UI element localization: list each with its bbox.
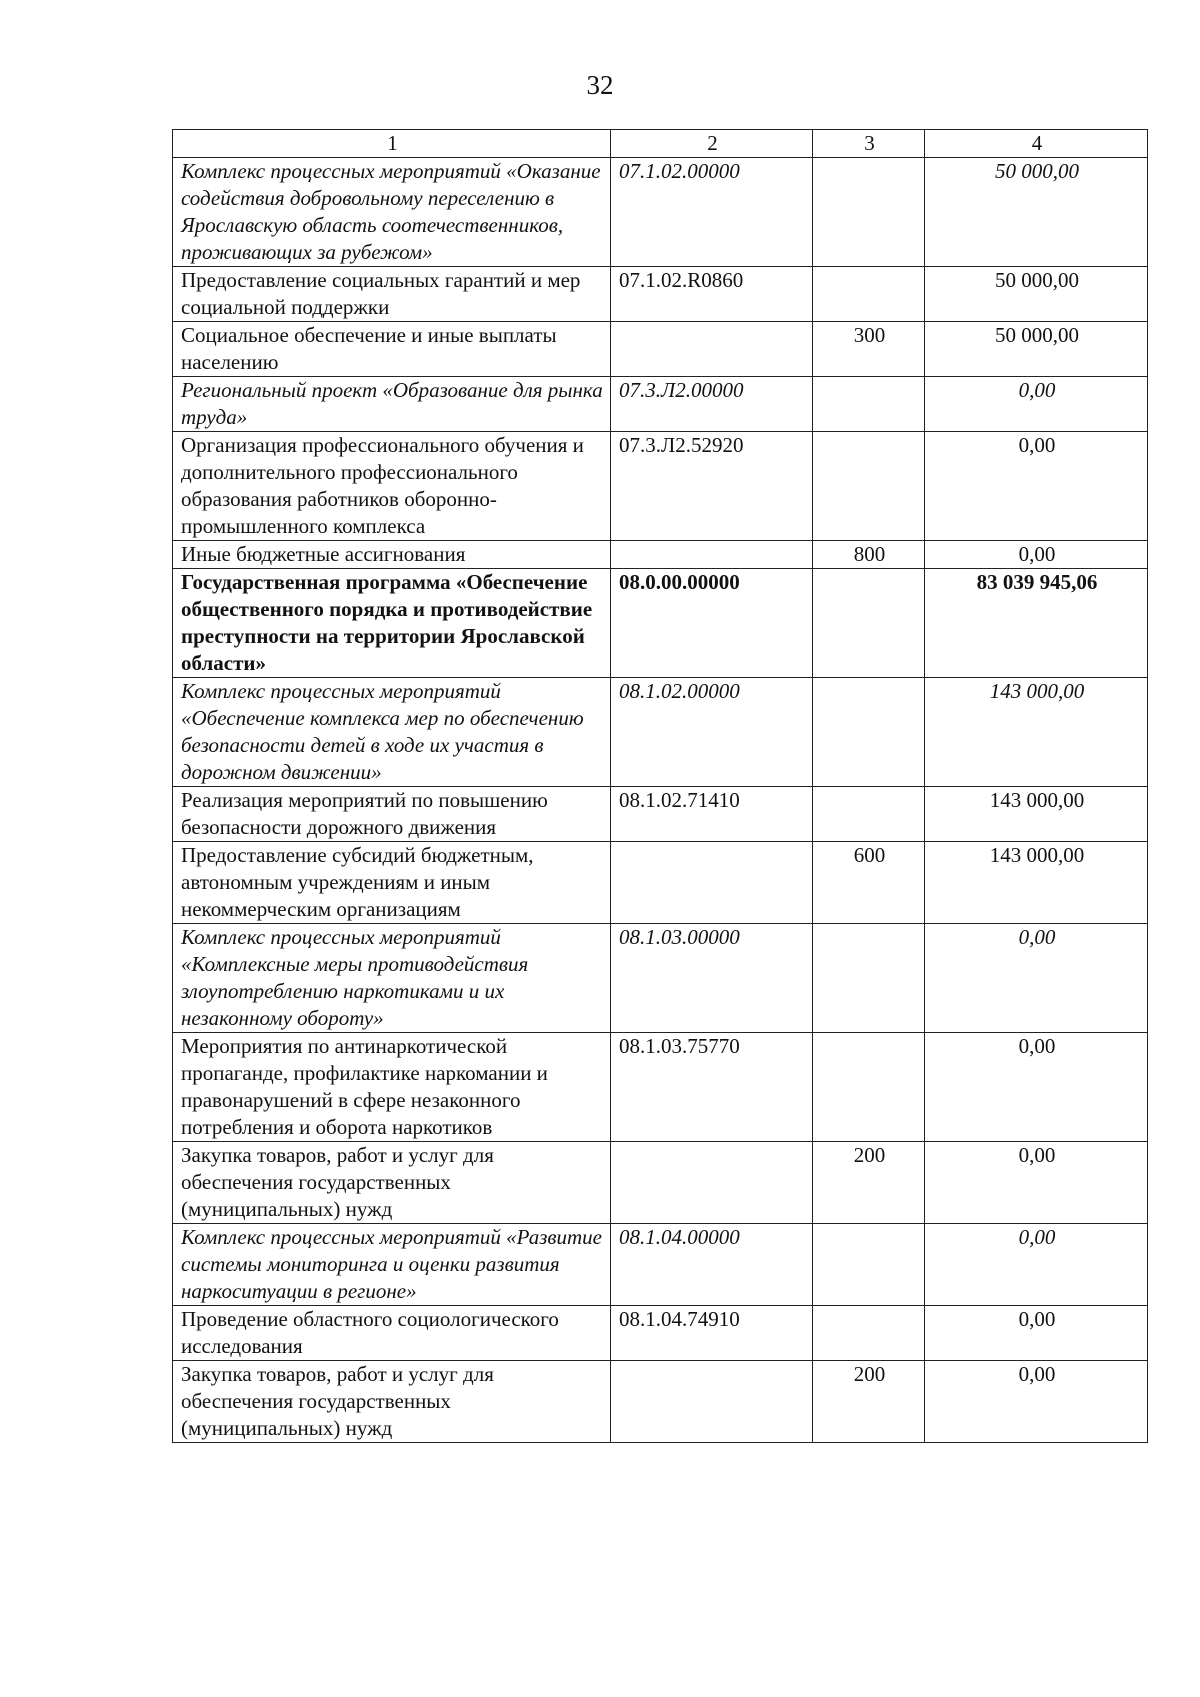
row-kvr-cell: 300: [813, 322, 925, 377]
row-name-cell: Предоставление социальных гарантий и мер социальной поддержки: [173, 267, 611, 322]
row-kvr-cell: [813, 1224, 925, 1306]
table-row: [173, 158, 1148, 267]
table-row: [173, 1224, 1148, 1306]
row-name-cell: Предоставление субсидий бюджетным, автономным учреждениям и иным некоммерческим организациям: [173, 842, 611, 924]
table-row: [173, 432, 1148, 541]
row-kvr-cell: [813, 569, 925, 678]
row-kvr-cell: [813, 267, 925, 322]
row-sum-cell: 0,00: [925, 1033, 1148, 1142]
row-code-cell: 07.1.02.00000: [611, 158, 813, 267]
row-kvr-cell: 800: [813, 541, 925, 569]
row-code-cell: 08.1.02.00000: [611, 678, 813, 787]
table-body: [173, 158, 1148, 1443]
row-code-cell: 07.3.Л2.52920: [611, 432, 813, 541]
row-kvr-cell: [813, 924, 925, 1033]
row-kvr-cell: [813, 377, 925, 432]
row-kvr-cell: [813, 1306, 925, 1361]
row-code-cell: 08.1.03.00000: [611, 924, 813, 1033]
row-sum-cell: 143 000,00: [925, 678, 1148, 787]
row-name-cell: Комплекс процессных мероприятий «Оказание содействия добровольному переселению в Ярославскую область соотечественников, проживающих за рубежом»: [173, 158, 611, 267]
row-sum-cell: 0,00: [925, 1224, 1148, 1306]
table-row: [173, 1142, 1148, 1224]
row-sum-cell: 0,00: [925, 1361, 1148, 1443]
column-header: 4: [925, 130, 1148, 158]
row-sum-cell: 0,00: [925, 1306, 1148, 1361]
row-code-cell: 07.1.02.R0860: [611, 267, 813, 322]
row-kvr-cell: [813, 1033, 925, 1142]
table-row: [173, 1361, 1148, 1443]
row-code-cell: 08.1.04.74910: [611, 1306, 813, 1361]
table-row: [173, 1033, 1148, 1142]
row-sum-cell: 0,00: [925, 1142, 1148, 1224]
row-code-cell: [611, 322, 813, 377]
column-header: 1: [173, 130, 611, 158]
table-row: [173, 678, 1148, 787]
row-name-cell: Иные бюджетные ассигнования: [173, 541, 611, 569]
row-kvr-cell: [813, 787, 925, 842]
row-sum-cell: 0,00: [925, 432, 1148, 541]
row-kvr-cell: 200: [813, 1142, 925, 1224]
row-code-cell: 08.1.02.71410: [611, 787, 813, 842]
table-row: [173, 322, 1148, 377]
row-kvr-cell: [813, 158, 925, 267]
row-name-cell: Закупка товаров, работ и услуг для обеспечения государственных (муниципальных) нужд: [173, 1142, 611, 1224]
row-code-cell: [611, 1142, 813, 1224]
row-sum-cell: 83 039 945,06: [925, 569, 1148, 678]
table-row: [173, 924, 1148, 1033]
row-sum-cell: 0,00: [925, 377, 1148, 432]
row-sum-cell: 50 000,00: [925, 267, 1148, 322]
page-number: 32: [586, 70, 614, 100]
row-sum-cell: 0,00: [925, 541, 1148, 569]
row-code-cell: 08.1.03.75770: [611, 1033, 813, 1142]
row-sum-cell: 143 000,00: [925, 842, 1148, 924]
table-row: [173, 267, 1148, 322]
table-row: [173, 1306, 1148, 1361]
table-row: [173, 569, 1148, 678]
row-name-cell: Комплекс процессных мероприятий «Развитие системы мониторинга и оценки развития наркоситуации в регионе»: [173, 1224, 611, 1306]
row-name-cell: Мероприятия по антинаркотической пропаганде, профилактике наркомании и правонарушений в сфере незаконного потребления и оборота наркотиков: [173, 1033, 611, 1142]
row-sum-cell: 0,00: [925, 924, 1148, 1033]
row-name-cell: Государственная программа «Обеспечение общественного порядка и противодействие преступности на территории Ярославской области»: [173, 569, 611, 678]
table-row: [173, 377, 1148, 432]
row-name-cell: Социальное обеспечение и иные выплаты населению: [173, 322, 611, 377]
row-name-cell: Проведение областного социологического исследования: [173, 1306, 611, 1361]
table-header-row: [173, 130, 1148, 158]
row-code-cell: [611, 1361, 813, 1443]
row-kvr-cell: 200: [813, 1361, 925, 1443]
row-name-cell: Региональный проект «Образование для рынка труда»: [173, 377, 611, 432]
row-name-cell: Организация профессионального обучения и дополнительного профессионального образования работников оборонно-промышленного комплекса: [173, 432, 611, 541]
row-sum-cell: 50 000,00: [925, 158, 1148, 267]
row-code-cell: [611, 842, 813, 924]
row-code-cell: 08.0.00.00000: [611, 569, 813, 678]
row-name-cell: Комплекс процессных мероприятий «Комплексные меры противодействия злоупотреблению наркотиками и их незаконному обороту»: [173, 924, 611, 1033]
row-kvr-cell: 600: [813, 842, 925, 924]
budget-table: [172, 129, 1148, 1443]
table-row: [173, 787, 1148, 842]
column-header: 3: [813, 130, 925, 158]
row-code-cell: 08.1.04.00000: [611, 1224, 813, 1306]
row-sum-cell: 143 000,00: [925, 787, 1148, 842]
row-name-cell: Комплекс процессных мероприятий «Обеспечение комплекса мер по обеспечению безопасности детей в ходе их участия в дорожном движении»: [173, 678, 611, 787]
row-kvr-cell: [813, 678, 925, 787]
row-name-cell: Реализация мероприятий по повышению безопасности дорожного движения: [173, 787, 611, 842]
row-code-cell: 07.3.Л2.00000: [611, 377, 813, 432]
table-row: [173, 842, 1148, 924]
row-name-cell: Закупка товаров, работ и услуг для обеспечения государственных (муниципальных) нужд: [173, 1361, 611, 1443]
row-kvr-cell: [813, 432, 925, 541]
table-row: [173, 541, 1148, 569]
column-header: 2: [611, 130, 813, 158]
row-sum-cell: 50 000,00: [925, 322, 1148, 377]
row-code-cell: [611, 541, 813, 569]
